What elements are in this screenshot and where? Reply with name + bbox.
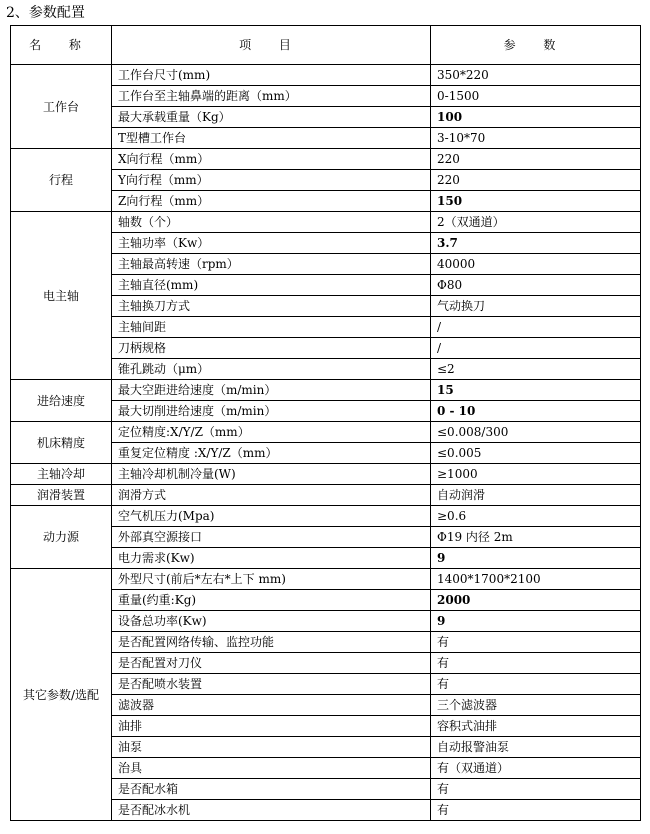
value-cell: / — [431, 338, 641, 359]
item-cell: 是否配冰水机 — [112, 800, 431, 821]
value-cell: 气动换刀 — [431, 296, 641, 317]
item-cell: 空气机压力(Mpa) — [112, 506, 431, 527]
category-cell: 工作台 — [11, 65, 112, 149]
item-cell: 油排 — [112, 716, 431, 737]
item-cell: 滤波器 — [112, 695, 431, 716]
value-cell: ≤0.008/300 — [431, 422, 641, 443]
value-cell: 1400*1700*2100 — [431, 569, 641, 590]
value-cell: 有 — [431, 779, 641, 800]
item-cell: 重量(约重:Kg) — [112, 590, 431, 611]
value-cell: ≤2 — [431, 359, 641, 380]
category-cell: 行程 — [11, 149, 112, 212]
value-cell: 三个滤波器 — [431, 695, 641, 716]
value-cell: ≥1000 — [431, 464, 641, 485]
value-cell: 220 — [431, 149, 641, 170]
item-cell: 最大切削进给速度（m/min） — [112, 401, 431, 422]
item-cell: 主轴功率（Kw） — [112, 233, 431, 254]
header-param: 参 数 — [431, 26, 641, 65]
item-cell: Z向行程（mm） — [112, 191, 431, 212]
table-row — [11, 149, 641, 170]
value-cell: 350*220 — [431, 65, 641, 86]
item-cell: 最大承载重量（Kg） — [112, 107, 431, 128]
section-title: 2、参数配置 — [6, 5, 85, 21]
header-item: 项 目 — [112, 26, 431, 65]
value-cell: 有 — [431, 674, 641, 695]
item-cell: 主轴间距 — [112, 317, 431, 338]
category-cell: 进给速度 — [11, 380, 112, 422]
value-cell: ≥0.6 — [431, 506, 641, 527]
item-cell: Y向行程（mm） — [112, 170, 431, 191]
value-cell: 9 — [431, 548, 641, 569]
item-cell: 重复定位精度 :X/Y/Z（mm） — [112, 443, 431, 464]
category-cell: 电主轴 — [11, 212, 112, 380]
value-cell: Φ80 — [431, 275, 641, 296]
category-cell: 机床精度 — [11, 422, 112, 464]
value-cell: 150 — [431, 191, 641, 212]
item-cell: 是否配喷水装置 — [112, 674, 431, 695]
value-cell: 有 — [431, 632, 641, 653]
category-cell: 润滑装置 — [11, 485, 112, 506]
value-cell: 40000 — [431, 254, 641, 275]
table-row — [11, 422, 641, 443]
item-cell: 轴数（个） — [112, 212, 431, 233]
category-cell: 其它参数/选配 — [11, 569, 112, 821]
item-cell: 主轴直径(mm) — [112, 275, 431, 296]
value-cell: 自动报警油泵 — [431, 737, 641, 758]
category-cell: 主轴冷却 — [11, 464, 112, 485]
value-cell: Φ19 内径 2m — [431, 527, 641, 548]
item-cell: X向行程（mm） — [112, 149, 431, 170]
value-cell: 220 — [431, 170, 641, 191]
parameter-table — [10, 25, 641, 821]
value-cell: 容积式油排 — [431, 716, 641, 737]
item-cell: 外型尺寸(前后*左右*上下 mm) — [112, 569, 431, 590]
item-cell: 主轴换刀方式 — [112, 296, 431, 317]
header-name: 名 称 — [11, 26, 112, 65]
value-cell: 0 - 10 — [431, 401, 641, 422]
table-row — [11, 212, 641, 233]
value-cell: 2000 — [431, 590, 641, 611]
value-cell: 3-10*70 — [431, 128, 641, 149]
value-cell: / — [431, 317, 641, 338]
item-cell: T型槽工作台 — [112, 128, 431, 149]
item-cell: 工作台尺寸(mm) — [112, 65, 431, 86]
item-cell: 刀柄规格 — [112, 338, 431, 359]
value-cell: 0-1500 — [431, 86, 641, 107]
value-cell: 有 — [431, 800, 641, 821]
value-cell: 100 — [431, 107, 641, 128]
value-cell: ≤0.005 — [431, 443, 641, 464]
table-header-row — [11, 26, 641, 65]
item-cell: 电力需求(Kw) — [112, 548, 431, 569]
item-cell: 是否配水箱 — [112, 779, 431, 800]
table-row — [11, 506, 641, 527]
table-row — [11, 65, 641, 86]
table-row — [11, 569, 641, 590]
item-cell: 润滑方式 — [112, 485, 431, 506]
item-cell: 定位精度:X/Y/Z（mm） — [112, 422, 431, 443]
item-cell: 设备总功率(Kw) — [112, 611, 431, 632]
value-cell: 有 — [431, 653, 641, 674]
item-cell: 主轴冷却机制冷量(W) — [112, 464, 431, 485]
item-cell: 油泵 — [112, 737, 431, 758]
item-cell: 最大空距进给速度（m/min） — [112, 380, 431, 401]
item-cell: 主轴最高转速（rpm） — [112, 254, 431, 275]
item-cell: 是否配置网络传输、监控功能 — [112, 632, 431, 653]
value-cell: 3.7 — [431, 233, 641, 254]
table-row — [11, 485, 641, 506]
value-cell: 自动润滑 — [431, 485, 641, 506]
value-cell: 2（双通道） — [431, 212, 641, 233]
value-cell: 有（双通道） — [431, 758, 641, 779]
table-row — [11, 380, 641, 401]
item-cell: 是否配置对刀仪 — [112, 653, 431, 674]
value-cell: 9 — [431, 611, 641, 632]
item-cell: 工作台至主轴鼻端的距离（mm） — [112, 86, 431, 107]
item-cell: 锥孔跳动（μm） — [112, 359, 431, 380]
category-cell: 动力源 — [11, 506, 112, 569]
item-cell: 治具 — [112, 758, 431, 779]
value-cell: 15 — [431, 380, 641, 401]
item-cell: 外部真空源接口 — [112, 527, 431, 548]
table-row — [11, 464, 641, 485]
